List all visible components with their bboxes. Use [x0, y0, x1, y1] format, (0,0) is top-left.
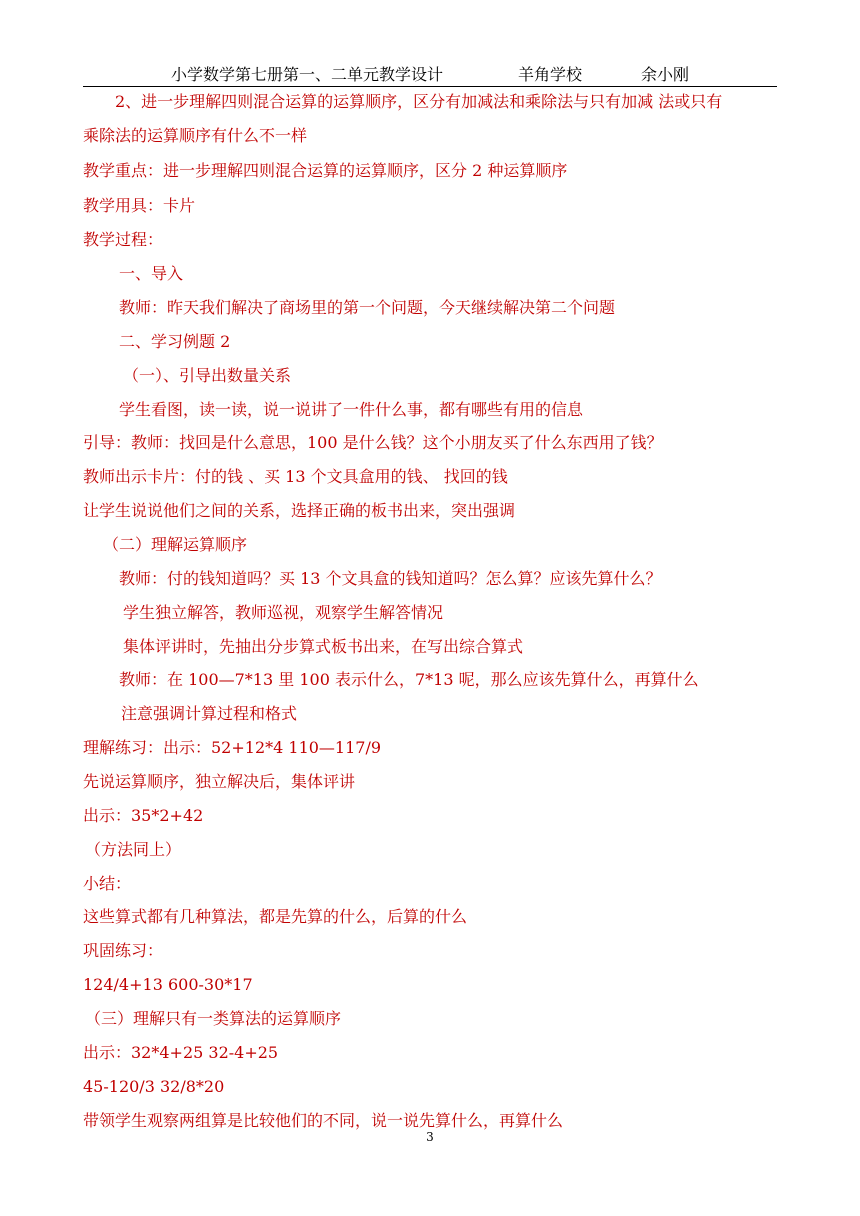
text-line: （三）理解只有一类算法的运算顺序 [85, 1009, 342, 1028]
text-line: 学生独立解答，教师巡视，观察学生解答情况 [123, 603, 444, 622]
text-line: 二、学习例题 2 [119, 332, 231, 351]
text-line: 2、进一步理解四则混合运算的运算顺序，区分有加减法和乘除法与只有加减 法或只有 [115, 92, 723, 111]
header-author: 余小刚 [641, 65, 690, 84]
text-line: 124/4+13 600-30*17 [83, 975, 253, 994]
page-header [83, 60, 777, 87]
text-line: 教学过程： [83, 230, 164, 249]
text-line: 小结： [83, 874, 132, 893]
text-line: 学生看图，读一读，说一说讲了一件什么事，都有哪些有用的信息 [119, 400, 584, 419]
text-line: 先说运算顺序，独立解决后，集体评讲 [83, 772, 356, 791]
text-line: 理解练习：出示：52+12*4 110—117/9 [83, 738, 382, 757]
page-number: 3 [426, 1130, 434, 1144]
text-line: 教学重点：进一步理解四则混合运算的运算顺序，区分 2 种运算顺序 [83, 161, 568, 180]
text-line: 这些算式都有几种算法，都是先算的什么，后算的什么 [83, 907, 468, 926]
text-line: 乘除法的运算顺序有什么不一样 [83, 126, 308, 145]
text-line: 教师：在 100—7*13 里 100 表示什么，7*13 呢，那么应该先算什么，再算什么 [119, 670, 699, 689]
text-line: 教师出示卡片：付的钱 、买 13 个文具盒用的钱、 找回的钱 [83, 467, 508, 486]
text-line: 集体评讲时，先抽出分步算式板书出来，在写出综合算式 [123, 637, 524, 656]
text-line: 带领学生观察两组算是比较他们的不同，说一说先算什么，再算什么 [83, 1111, 564, 1130]
text-line: 一、导入 [119, 264, 184, 283]
text-line: 注意强调计算过程和格式 [121, 704, 298, 723]
text-line: 巩固练习： [83, 941, 164, 960]
text-line: 引导：教师：找回是什么意思，100 是什么钱？这个小朋友买了什么东西用了钱？ [83, 433, 663, 452]
text-line: 教师：昨天我们解决了商场里的第一个问题，今天继续解决第二个问题 [119, 298, 616, 317]
text-line: （一）、引导出数量关系 [123, 366, 292, 385]
text-line: 让学生说说他们之间的关系，选择正确的板书出来，突出强调 [83, 501, 516, 520]
text-line: （二）理解运算顺序 [103, 535, 248, 554]
text-line: 教师：付的钱知道吗？买 13 个文具盒的钱知道吗？怎么算？应该先算什么？ [119, 569, 662, 588]
text-line: （方法同上） [85, 840, 182, 859]
text-line: 45-120/3 32/8*20 [83, 1077, 225, 1096]
header-school: 羊角学校 [518, 65, 583, 84]
header-title: 小学数学第七册第一、二单元教学设计 [171, 65, 444, 84]
text-line: 出示：35*2+42 [83, 806, 204, 825]
text-line: 教学用具：卡片 [83, 196, 196, 215]
text-line: 出示：32*4+25 32-4+25 [83, 1043, 279, 1062]
